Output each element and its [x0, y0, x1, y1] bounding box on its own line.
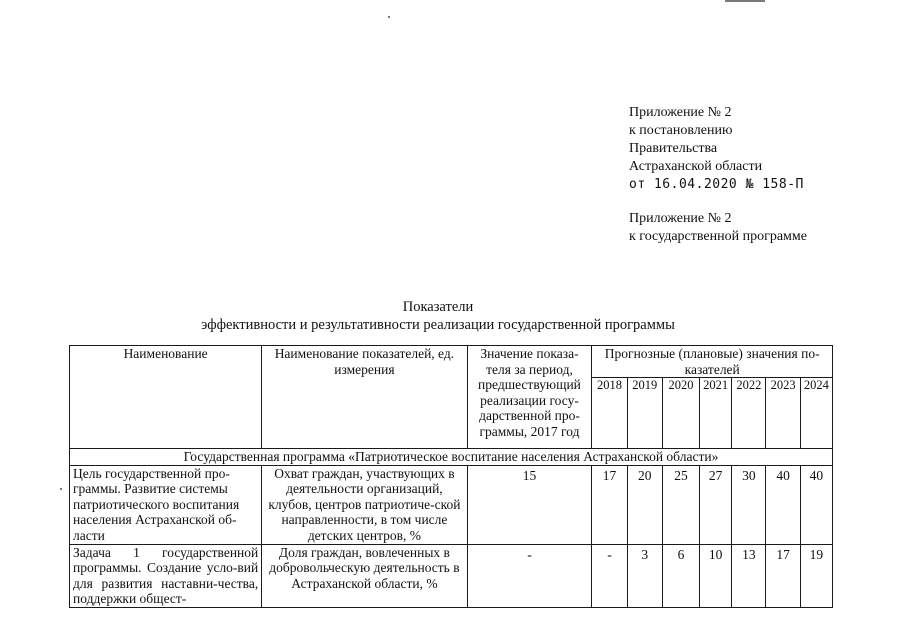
row-value-2020: 25	[662, 465, 699, 544]
row-value-2019: 3	[627, 544, 662, 607]
row-value-2021: 27	[700, 465, 732, 544]
scan-mark-top	[725, 0, 765, 2]
header-year: 2018	[592, 378, 627, 449]
header-name: Наименование	[70, 346, 262, 449]
row-prior-value: 15	[467, 465, 592, 544]
table-row	[70, 465, 833, 544]
indicators-table	[69, 345, 833, 608]
row-name: Цель государственной про-граммы. Развитие системы патриотического воспитания населения Астраханской об-ласти	[70, 465, 262, 544]
scan-dot	[60, 488, 62, 490]
row-prior-value: -	[467, 544, 592, 607]
row-value-2018: 17	[592, 465, 627, 544]
header-year: 2022	[732, 378, 766, 449]
header-year: 2023	[766, 378, 800, 449]
header-forecast: Прогнозные (плановые) значения по-казателей	[592, 346, 833, 378]
header-year: 2020	[662, 378, 699, 449]
row-name: Задача 1 государственной программы. Создание усло-вий для развития наставни-чества, поддержки общест-	[70, 544, 262, 607]
row-value-2023: 40	[766, 465, 800, 544]
scan-dot	[388, 16, 390, 18]
annex-region: Астраханской области	[629, 159, 763, 174]
document-heading	[70, 298, 806, 334]
program-row	[70, 449, 833, 466]
row-value-2024: 19	[800, 544, 832, 607]
annex-date-number: от 16.04.2020 № 158-П	[629, 177, 804, 192]
row-indicator: Охват граждан, участвующих в деятельности организаций, клубов, центров патриотиче-ской направленности, в том числе детских центров, %	[262, 465, 467, 544]
row-value-2018: -	[592, 544, 627, 607]
annex-reference: к государственной программе	[629, 229, 807, 244]
heading-title: Показатели	[402, 299, 474, 315]
annex-authority: Правительства	[629, 141, 718, 156]
header-year: 2024	[800, 378, 832, 449]
header-row	[70, 346, 833, 378]
header-prior-value: Значение показа-теля за период, предшествующий реализации госу-дарственной про-граммы, 2017 год	[467, 346, 592, 449]
row-value-2020: 6	[662, 544, 699, 607]
annex-to-program	[629, 210, 807, 246]
row-value-2024: 40	[800, 465, 832, 544]
row-indicator: Доля граждан, вовлеченных в добровольческую деятельность в Астраханской области, %	[262, 544, 467, 607]
row-value-2019: 20	[627, 465, 662, 544]
heading-subtitle: эффективности и результативности реализации государственной программы	[201, 317, 675, 333]
annex-to-decree	[629, 104, 804, 194]
row-value-2022: 13	[732, 544, 766, 607]
row-value-2021: 10	[700, 544, 732, 607]
row-value-2023: 17	[766, 544, 800, 607]
program-title: Государственная программа «Патриотическое воспитание населения Астраханской области»	[70, 449, 833, 466]
header-indicator: Наименование показателей, ед. измерения	[262, 346, 467, 449]
annex-reference: к постановлению	[629, 123, 733, 138]
annex-number: Приложение № 2	[629, 105, 732, 120]
table-row	[70, 544, 833, 607]
row-value-2022: 30	[732, 465, 766, 544]
header-year: 2019	[627, 378, 662, 449]
annex-number: Приложение № 2	[629, 211, 732, 226]
header-year: 2021	[700, 378, 732, 449]
